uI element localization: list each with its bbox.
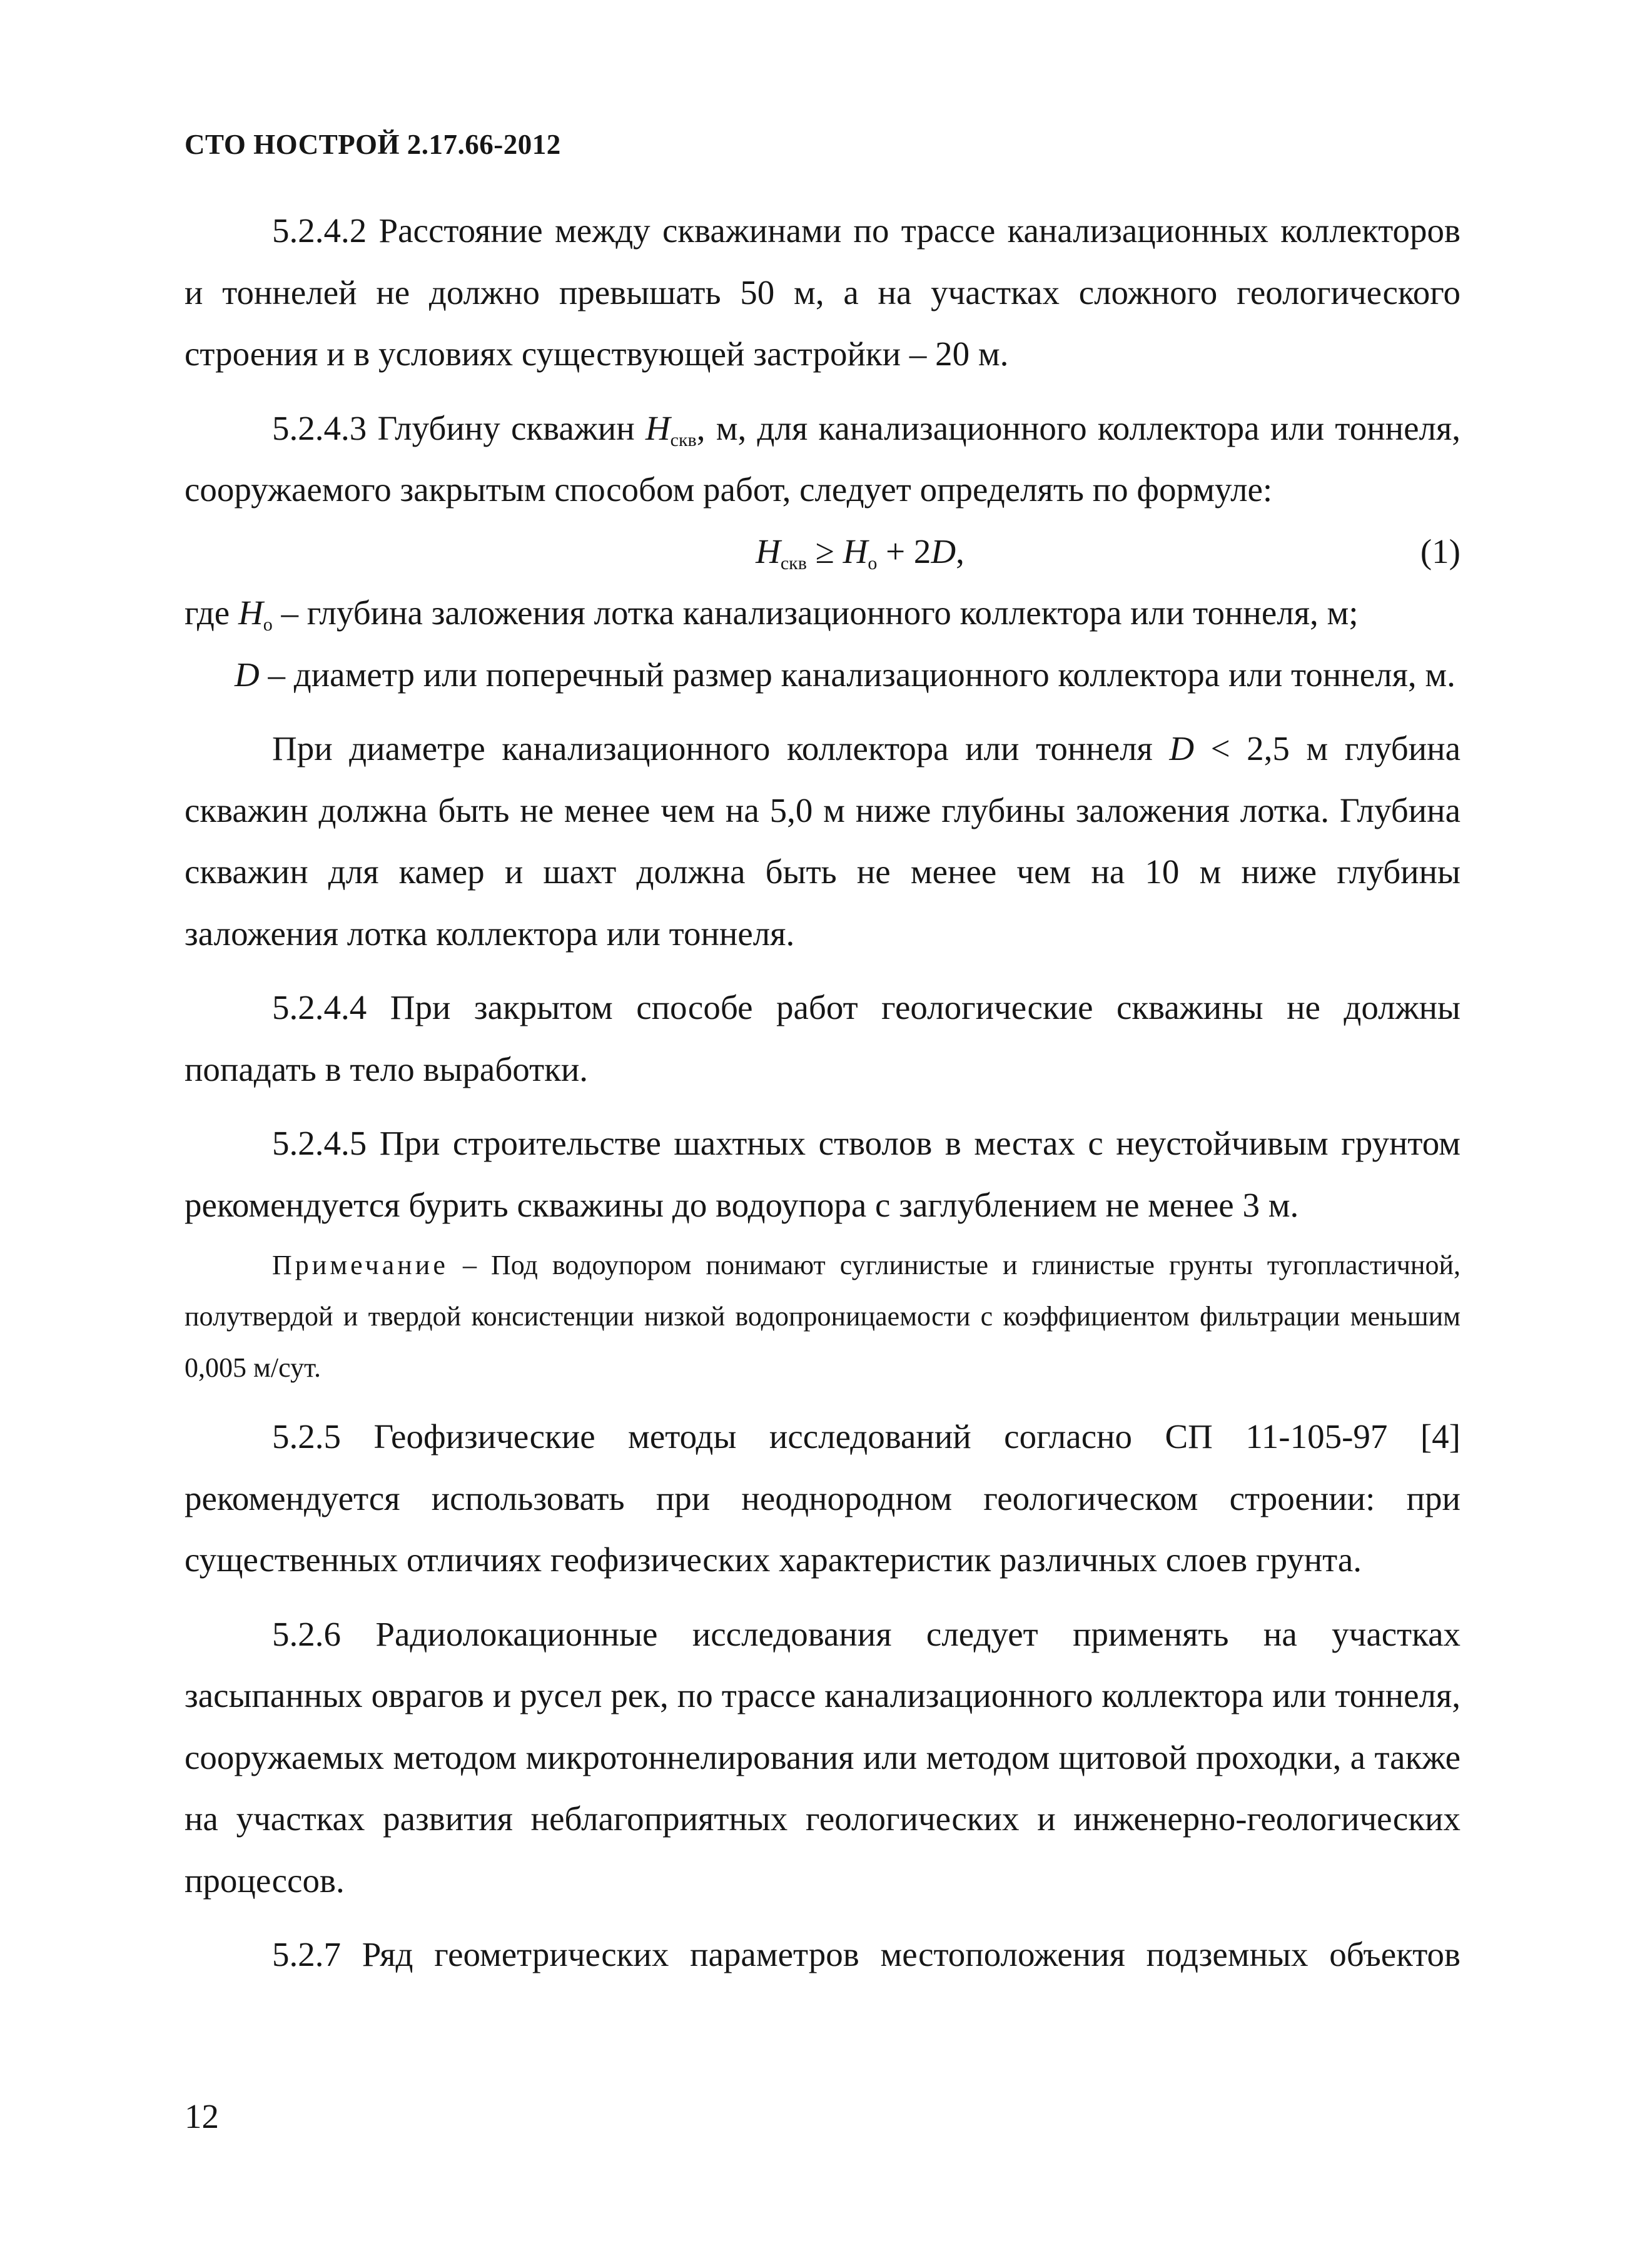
subscript-skv: скв bbox=[670, 429, 697, 450]
paragraph-5-2-4-2: 5.2.4.2 Расстояние между скважинами по трассе канализационных коллекторов и тоннелей не должно превышать 50 м, а на участках сложного геологического строения и в условиях существующей застройки – 20 м. bbox=[185, 211, 1460, 373]
text-run: < 2,5 м глубина скважин должна быть не менее чем на 5,0 м ниже глубины заложения лотка. Глубина скважин для камер и шахт должна быть не менее чем на 10 м ниже глубины заложения лотка коллектора или тоннеля. bbox=[185, 729, 1460, 953]
symbol-d: D bbox=[235, 655, 260, 694]
paragraph-5-2-5: 5.2.5 Геофизические методы исследований согласно СП 11-105-97 [4] рекомендуется использовать при неоднородном геологическом строении: при существенных отличиях геофизических характеристик различных слоев грунта. bbox=[185, 1417, 1460, 1579]
text-run: 5.2.4.3 Глубину скважин bbox=[272, 408, 645, 447]
symbol-h: H bbox=[843, 532, 868, 570]
note-paragraph bbox=[185, 1240, 1460, 1394]
definition-h-o bbox=[185, 582, 1460, 644]
symbol-d: D bbox=[1169, 729, 1195, 767]
note-text: – Под водоупором понимают суглинистые и глинистые грунты тугопластичной, полутвердой и твердой консистенции низкой водопроницаемости с коэффициентом фильтрации меньшим 0,005 м/сут. bbox=[185, 1250, 1460, 1383]
paragraph-5-2-7: 5.2.7 Ряд геометрических параметров местоположения подземных объектов bbox=[272, 1935, 1460, 1973]
subscript-o: о bbox=[868, 552, 878, 574]
symbol-d: D bbox=[931, 532, 956, 570]
text-run: – глубина заложения лотка канализационного коллектора или тоннеля, м; bbox=[272, 594, 1359, 632]
ge-sign: ≥ bbox=[806, 532, 843, 570]
note-label: Примечание bbox=[272, 1250, 448, 1280]
text-run: где bbox=[185, 594, 238, 632]
text-run: При диаметре канализационного коллектора или тоннеля bbox=[272, 729, 1170, 767]
paragraph-5-2-6: 5.2.6 Радиолокационные исследования следует применять на участках засыпанных оврагов и русел рек, по трассе канализационного коллектора или тоннеля, сооружаемых методом микротоннелирования или методом щитовой проходки, а также на участках развития неблагоприятных геологических и инженерно-геологических процессов. bbox=[185, 1614, 1460, 1900]
formula-comma: , bbox=[956, 532, 964, 570]
definition-d bbox=[185, 644, 1460, 706]
symbol-h: H bbox=[756, 532, 781, 570]
subscript-skv: скв bbox=[780, 552, 807, 574]
text-run: , м, для канализационного коллектора или тоннеля, сооружаемого закрытым способом работ, следует определять по формуле: bbox=[185, 408, 1460, 509]
paragraph-5-2-4-3 bbox=[185, 398, 1460, 521]
formula-1 bbox=[185, 521, 1460, 583]
text-run: – диаметр или поперечный размер канализационного коллектора или тоннеля, м. bbox=[259, 655, 1455, 694]
document-body bbox=[185, 200, 1460, 1986]
plus-sign: + 2 bbox=[877, 532, 931, 570]
symbol-h: H bbox=[645, 408, 671, 447]
formula-expression bbox=[756, 521, 964, 583]
paragraph-5-2-4-5: 5.2.4.5 При строительстве шахтных стволов в местах с неустойчивым грунтом рекомендуется бурить скважины до водоупора с заглублением не менее 3 м. bbox=[185, 1124, 1460, 1224]
document-header: СТО НОСТРОЙ 2.17.66-2012 bbox=[185, 129, 561, 160]
paragraph-5-2-4-4: 5.2.4.4 При закрытом способе работ геологические скважины не должны попадать в тело выработки. bbox=[185, 988, 1460, 1088]
symbol-h: H bbox=[238, 594, 263, 632]
formula-number: (1) bbox=[1420, 532, 1460, 570]
subscript-o: о bbox=[263, 614, 273, 635]
page-number: 12 bbox=[185, 2097, 219, 2135]
paragraph-diameter-rule bbox=[185, 718, 1460, 964]
